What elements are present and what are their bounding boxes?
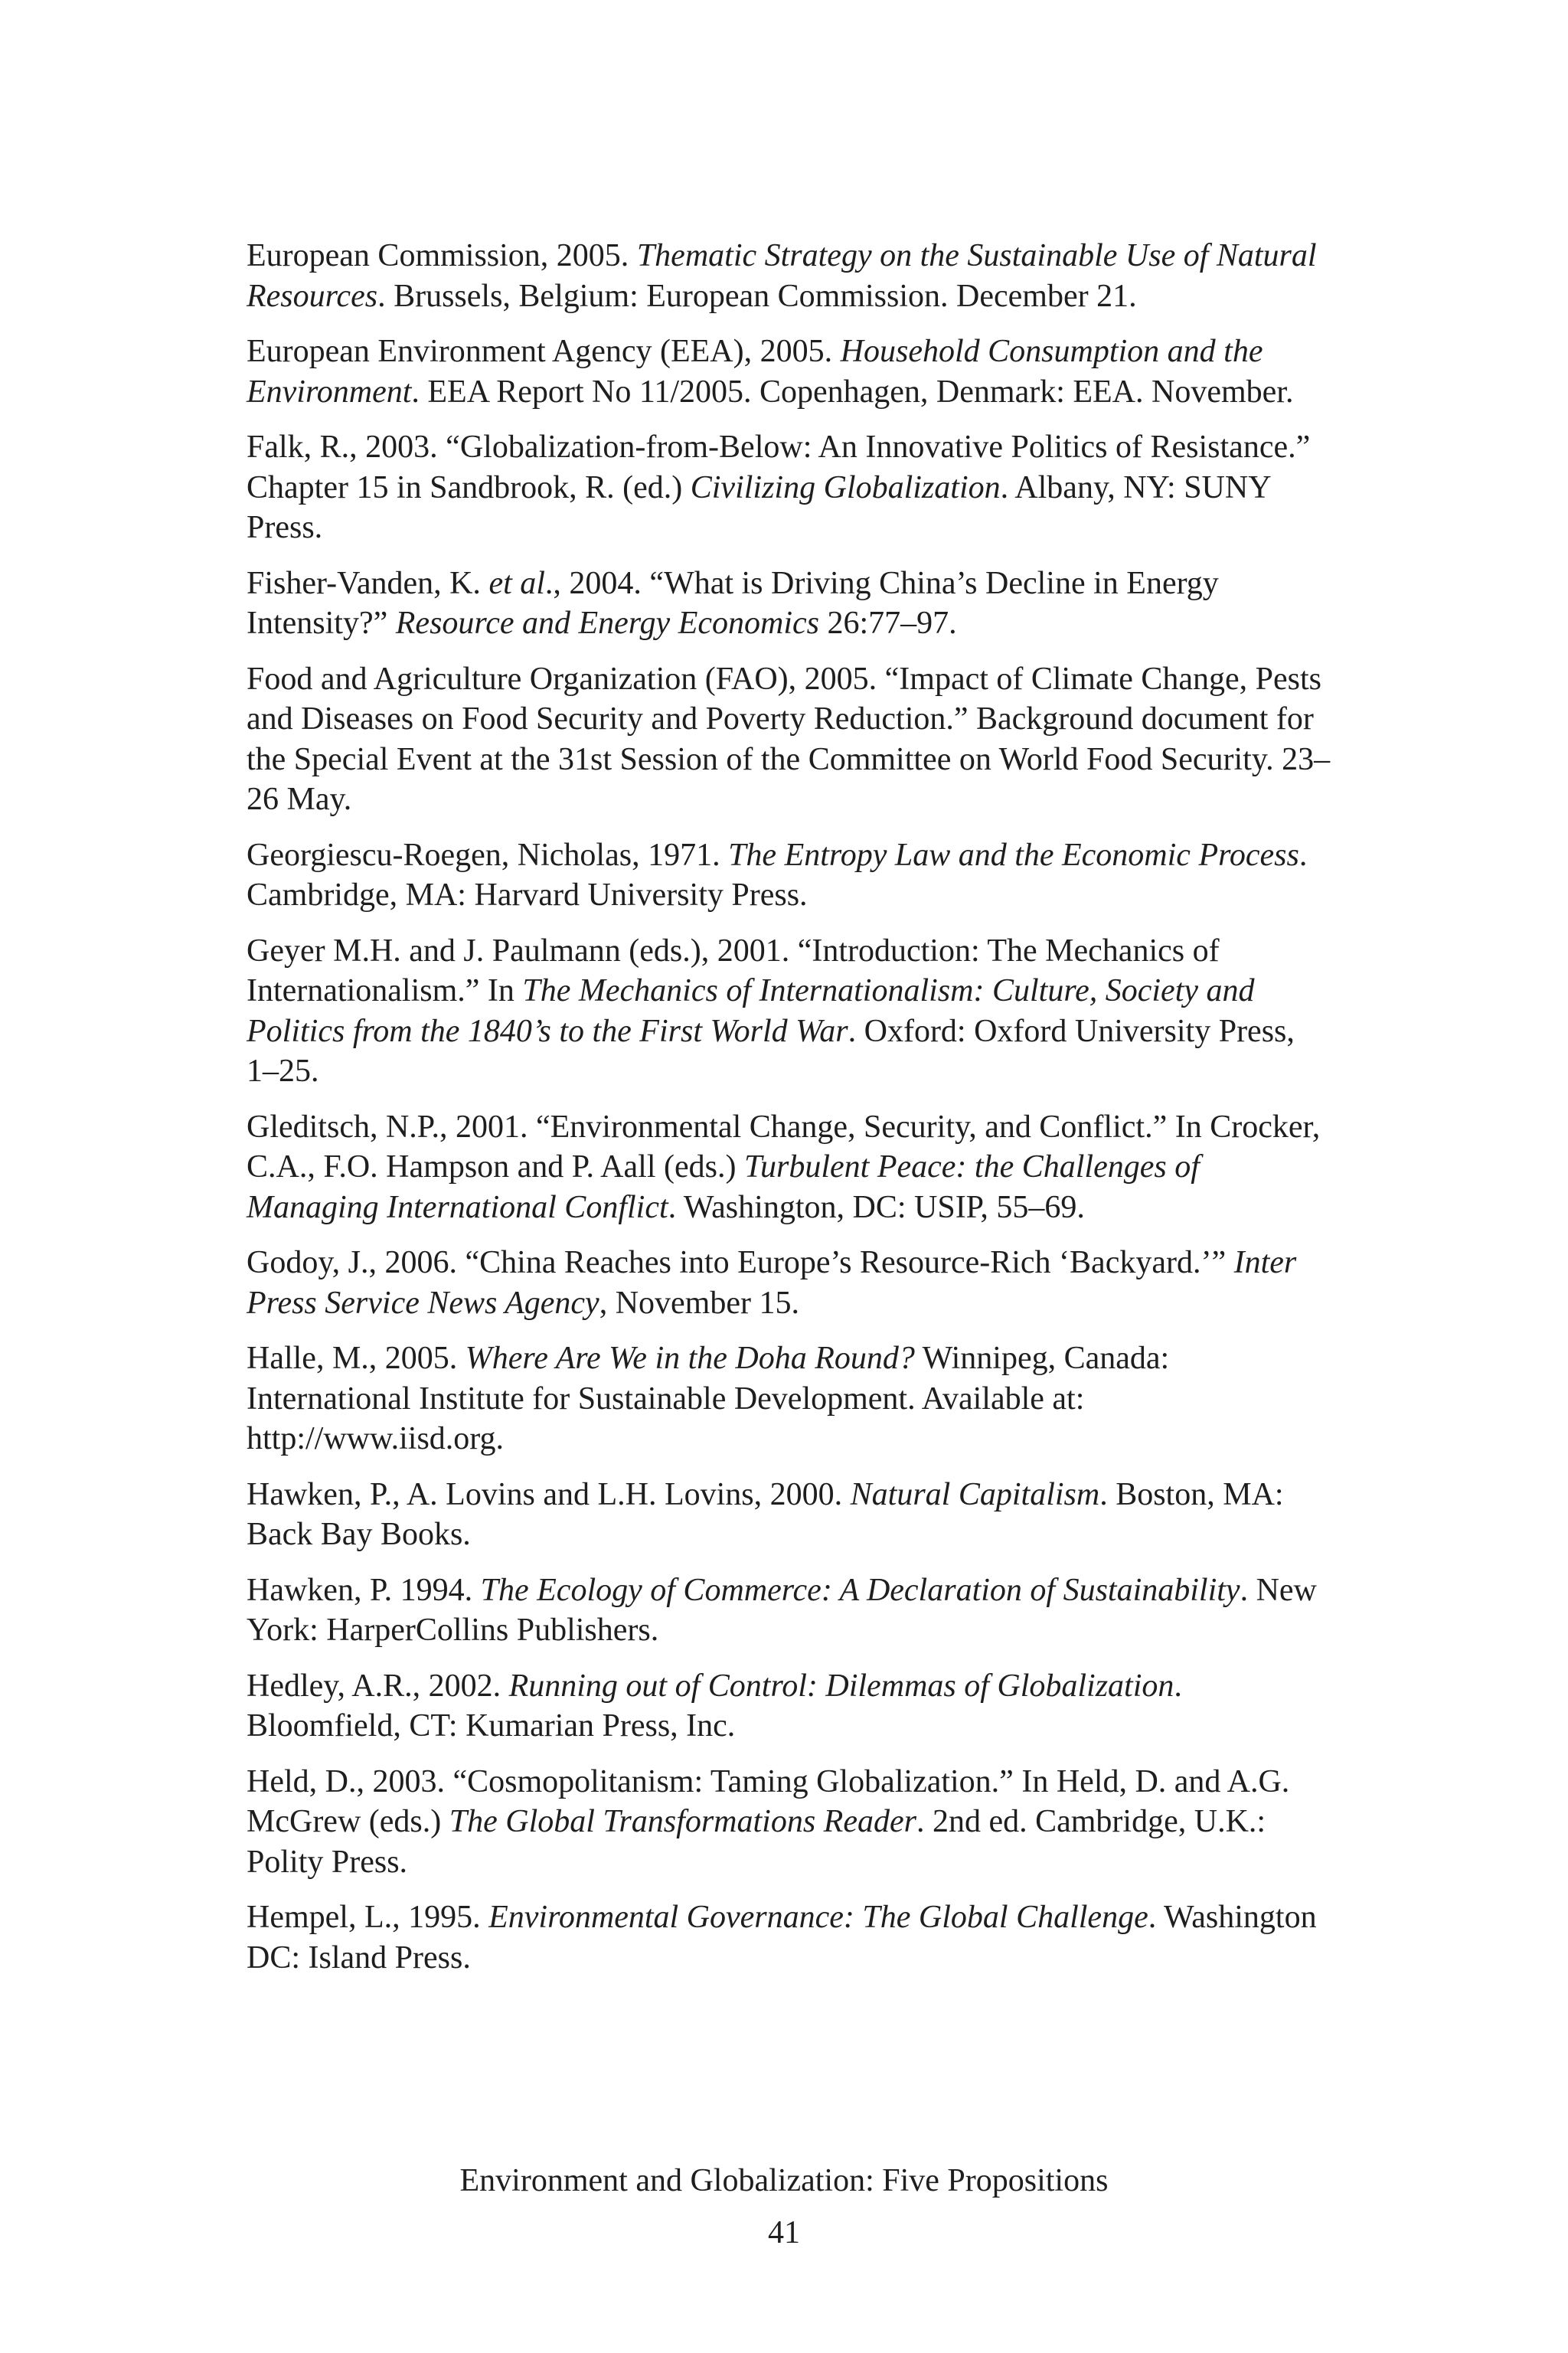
reference-text: Godoy, J., 2006. “China Reaches into Europe’s Resource-Rich ‘Backyard.’”	[247, 1245, 1234, 1280]
reference-entry	[247, 659, 1334, 820]
reference-text: , November 15.	[599, 1285, 799, 1321]
reference-title: et al	[488, 565, 545, 601]
reference-entry	[247, 1762, 1334, 1883]
reference-entry	[247, 236, 1334, 316]
reference-text: . Brussels, Belgium: European Commission. December 21.	[377, 278, 1137, 314]
reference-text: . Boston, MA: Back Bay Books.	[247, 1476, 1284, 1552]
reference-title: The Global Transformations Reader	[449, 1804, 916, 1839]
reference-entry	[247, 332, 1334, 412]
reference-text: Hawken, P., A. Lovins and L.H. Lovins, 2000.	[247, 1476, 851, 1512]
reference-text: ., 2004. “What is Driving China’s Decline in Energy Intensity?”	[247, 565, 1219, 641]
reference-text: Halle, M., 2005.	[247, 1341, 466, 1376]
reference-entry	[247, 1338, 1334, 1459]
reference-text: Held, D., 2003. “Cosmopolitanism: Taming Globalization.” In Held, D. and A.G. McGrew (eds.)	[247, 1763, 1290, 1839]
reference-entry	[247, 1107, 1334, 1228]
reference-title: Civilizing Globalization	[690, 469, 1001, 505]
reference-text: . Washington, DC: USIP, 55–69.	[668, 1189, 1085, 1225]
reference-title: Running out of Control: Dilemmas of Globalization	[508, 1668, 1174, 1704]
reference-text: Georgiescu-Roegen, Nicholas, 1971.	[247, 837, 729, 873]
reference-title: Turbulent Peace: the Challenges of Managing International Conflict	[247, 1149, 1200, 1225]
reference-entry	[247, 931, 1334, 1092]
reference-title: Resource and Energy Economics	[395, 606, 819, 641]
reference-title: The Entropy Law and the Economic Process	[728, 837, 1299, 873]
reference-text: Hedley, A.R., 2002.	[247, 1668, 509, 1704]
reference-text: . EEA Report No 11/2005. Copenhagen, Denmark: EEA. November.	[411, 374, 1294, 410]
page-number: 41	[768, 2215, 800, 2250]
reference-text: Hawken, P. 1994.	[247, 1572, 481, 1608]
reference-entry	[247, 835, 1334, 916]
reference-text: . Albany, NY: SUNY Press.	[247, 469, 1270, 545]
reference-text: European Commission, 2005.	[247, 238, 637, 273]
reference-entry	[247, 1570, 1334, 1651]
reference-title: Where Are We in the Doha Round?	[465, 1341, 915, 1376]
reference-title: Thematic Strategy on the Sustainable Use of Natural Resources	[247, 238, 1317, 314]
reference-title: Inter Press Service News Agency	[247, 1245, 1297, 1321]
reference-text: Fisher-Vanden, K.	[247, 565, 489, 601]
reference-text: Falk, R., 2003. “Globalization-from-Below: An Innovative Politics of Resistance.” Chapter 15 in Sandbrook, R. (ed.)	[247, 430, 1311, 505]
reference-title: The Mechanics of Internationalism: Culture, Society and Politics from the 1840’s to the First World War	[247, 973, 1255, 1049]
reference-text: Hempel, L., 1995.	[247, 1900, 489, 1935]
reference-text: . Cambridge, MA: Harvard University Press.	[247, 837, 1308, 913]
reference-list	[247, 236, 1334, 1978]
reference-entry	[247, 1897, 1334, 1978]
reference-text: . New York: HarperCollins Publishers.	[247, 1572, 1317, 1648]
reference-text: . Bloomfield, CT: Kumarian Press, Inc.	[247, 1668, 1182, 1744]
reference-title: Natural Capitalism	[850, 1476, 1100, 1512]
reference-text: European Environment Agency (EEA), 2005.	[247, 334, 841, 369]
reference-entry	[247, 1666, 1334, 1747]
reference-text: . 2nd ed. Cambridge, U.K.: Polity Press.	[247, 1804, 1266, 1880]
reference-entry	[247, 564, 1334, 644]
reference-entry	[247, 1475, 1334, 1555]
reference-text: Geyer M.H. and J. Paulmann (eds.), 2001. “Introduction: The Mechanics of Internationalism.” In	[247, 933, 1220, 1008]
reference-text: . Oxford: Oxford University Press, 1–25.	[247, 1013, 1295, 1089]
reference-text: Winnipeg, Canada: International Institute for Sustainable Development. Available at: http://www.iisd.org.	[247, 1341, 1170, 1456]
reference-entry	[247, 1243, 1334, 1323]
reference-text: Food and Agriculture Organization (FAO), 2005. “Impact of Climate Change, Pests and Diseases on Food Security and Poverty Reduction.” Background document for the Special Event at the 31st Session of the Committee on World Food Security. 23–26 May.	[247, 661, 1331, 817]
reference-entry	[247, 427, 1334, 548]
running-title: Environment and Globalization: Five Propositions	[459, 2163, 1109, 2198]
reference-title: The Ecology of Commerce: A Declaration of Sustainability	[480, 1572, 1240, 1608]
reference-text: 26:77–97.	[818, 606, 957, 641]
reference-title: Environmental Governance: The Global Challenge	[488, 1900, 1148, 1935]
reference-text: . Washington DC: Island Press.	[247, 1900, 1317, 1976]
reference-title: Household Consumption and the Environment	[247, 334, 1263, 410]
reference-text: Gleditsch, N.P., 2001. “Environmental Change, Security, and Conflict.” In Crocker, C.A., F.O. Hampson and P. Aall (eds.)	[247, 1109, 1321, 1185]
